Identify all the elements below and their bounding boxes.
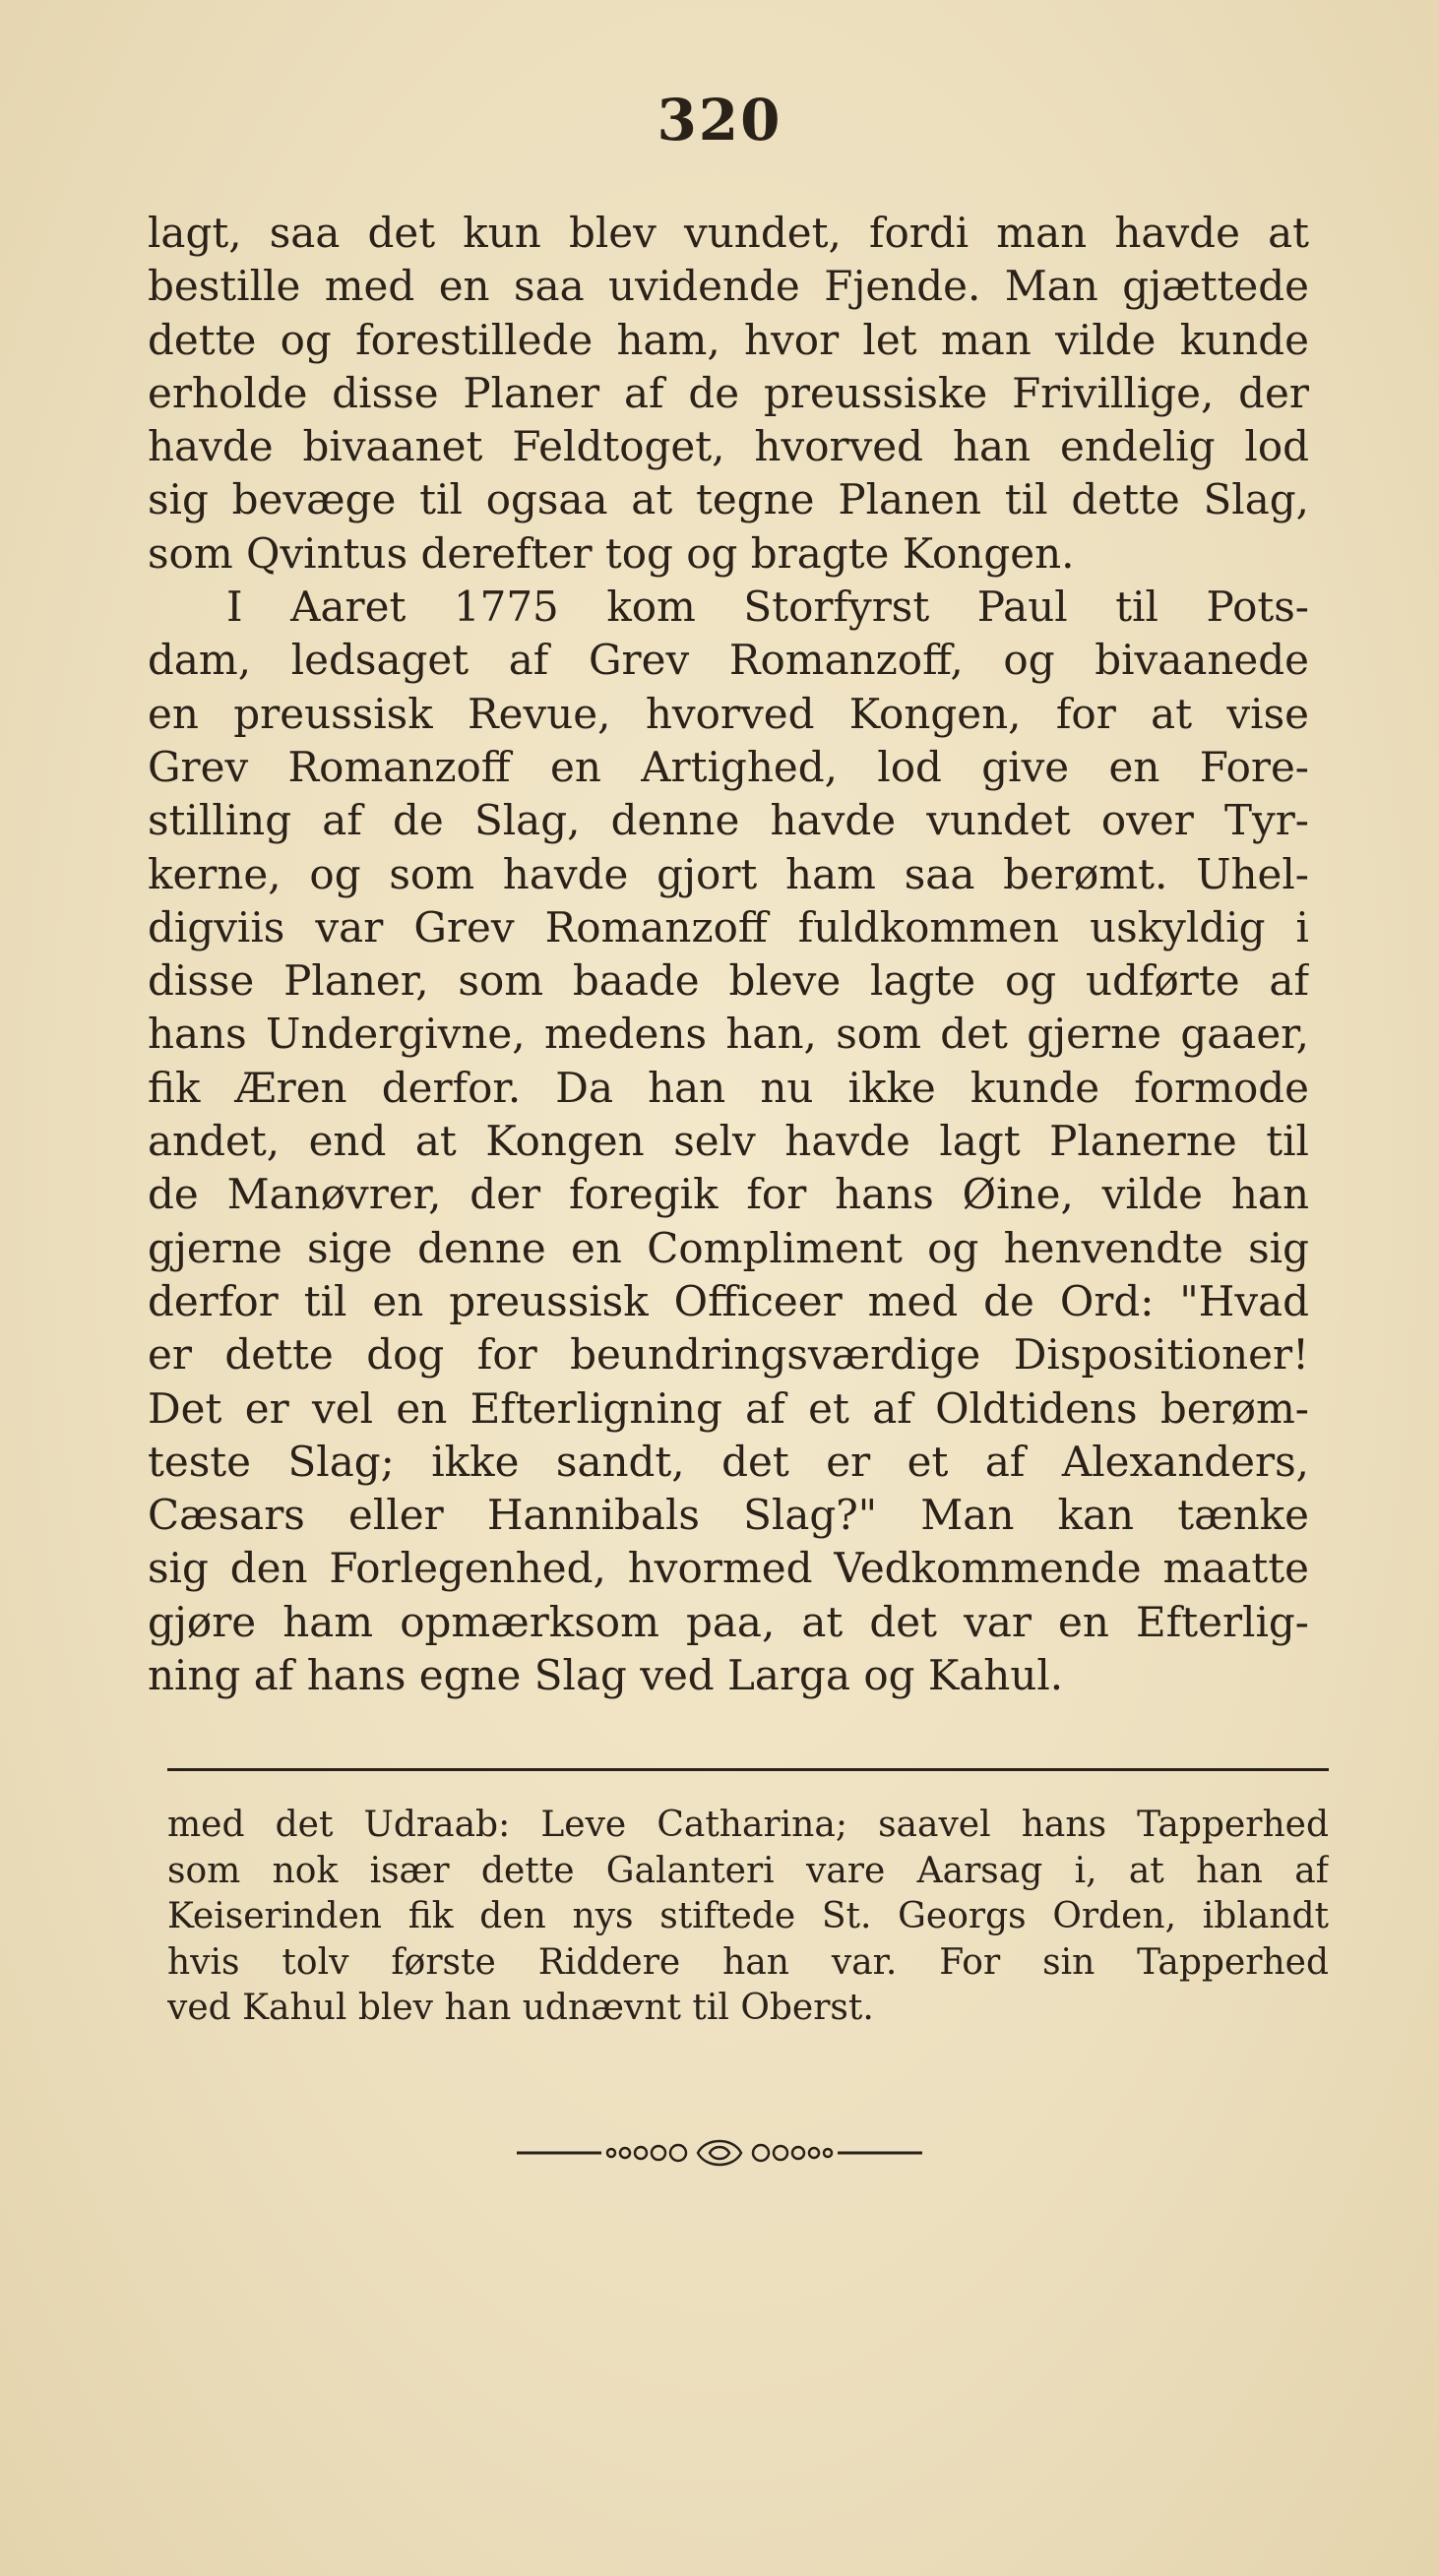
text-line: en preussisk Revue, hvorved Kongen, for at vise [148, 689, 1309, 738]
footnote-line: Keiserinden fik den nys stiftede St. Georgs Orden, iblandt [167, 1896, 1329, 1936]
end-ornament-icon [0, 2133, 1439, 2177]
text-line: Cæsars eller Hannibals Slag?" Man kan tænke [148, 1491, 1309, 1540]
text-line: de Manøvrer, der foregik for hans Øine, vilde han [148, 1170, 1309, 1219]
text-line: som Qvintus derefter tog og bragte Kongen. [148, 528, 1075, 578]
text-line: ning af hans egne Slag ved Larga og Kahul. [148, 1651, 1064, 1700]
text-line: dam, ledsaget af Grev Romanzoff, og bivaanede [148, 636, 1309, 685]
text-line: stilling af de Slag, denne havde vundet over Tyr- [148, 796, 1309, 845]
text-line: sig bevæge til ogsaa at tegne Planen til dette Slag, [148, 475, 1309, 524]
text-line: sig den Forlegenhed, hvormed Vedkommende maatte [148, 1544, 1309, 1593]
text-line: fik Æren derfor. Da han nu ikke kunde formode [148, 1063, 1309, 1112]
text-line: Grev Romanzoff en Artighed, lod give en Fore- [148, 742, 1309, 791]
text-line: lagt, saa det kun blev vundet, fordi man havde at [148, 209, 1309, 257]
footnote-block [167, 1803, 1329, 2032]
footnote-line: ved Kahul blev han udnævnt til Oberst. [167, 1988, 874, 2028]
text-line: dette og forestillede ham, hvor let man vilde kunde [148, 315, 1309, 364]
text-line: Det er vel en Efterligning af et af Oldtidens berøm- [148, 1383, 1309, 1433]
main-text-block [148, 207, 1309, 1702]
text-line: hans Undergivne, medens han, som det gjerne gaaer, [148, 1010, 1309, 1059]
page-number: 320 [657, 87, 782, 153]
text-line: erholde disse Planer af de preussiske Frivillige, der [148, 368, 1309, 417]
text-line: andet, end at Kongen selv havde lagt Planerne til [148, 1117, 1309, 1166]
text-line: havde bivaanet Feldtoget, hvorved han endelig lod [148, 422, 1309, 471]
text-line: kerne, og som havde gjort ham saa berømt. Uhel- [148, 849, 1309, 898]
footnote-line: med det Udraab: Leve Catharina; saavel hans Tapperhed [167, 1805, 1329, 1845]
text-line: I Aaret 1775 kom Storfyrst Paul til Pots- [226, 583, 1309, 632]
text-line: gjøre ham opmærksom paa, at det var en Efterlig- [148, 1597, 1309, 1646]
footnote-divider [167, 1768, 1329, 1771]
text-line: digviis var Grev Romanzoff fuldkommen uskyldig i [148, 902, 1309, 951]
footnote-line: hvis tolv første Riddere han var. For sin Tapperhed [167, 1941, 1329, 1983]
footnote-line: som nok især dette Galanteri vare Aarsag i, at han af [167, 1850, 1329, 1891]
text-line: er dette dog for beundringsværdige Dispositioner! [148, 1330, 1309, 1380]
text-line: derfor til en preussisk Officeer med de Ord: "Hvad [148, 1276, 1309, 1325]
text-line: disse Planer, som baade bleve lagte og udførte af [148, 956, 1309, 1006]
text-line: bestille med en saa uvidende Fjende. Man gjættede [148, 262, 1309, 311]
text-line: gjerne sige denne en Compliment og henvendte sig [148, 1223, 1309, 1272]
text-line: teste Slag; ikke sandt, det er et af Alexanders, [148, 1437, 1309, 1486]
